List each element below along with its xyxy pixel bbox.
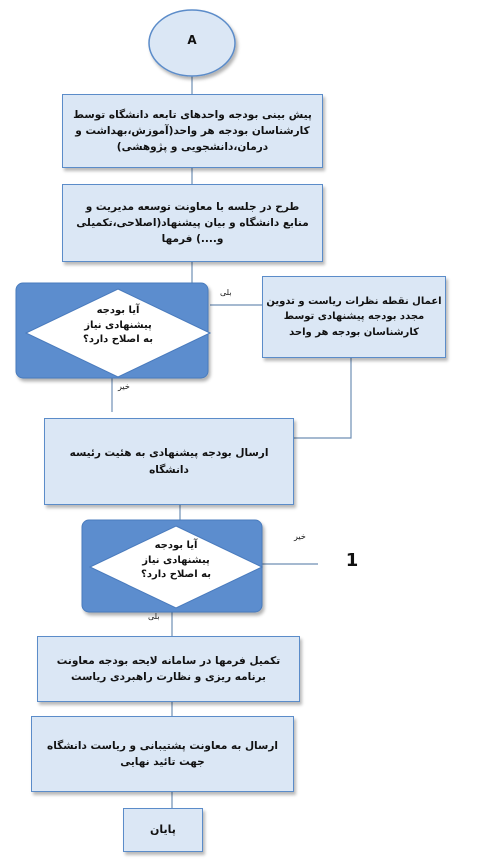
process-revise-budget-text: اعمال نقطه نظرات ریاست و تدوین مجدد بودجه پیشنهادی توسط کارشناسان بودجه هر واحد bbox=[266, 295, 442, 338]
offpage-connector-1: 1 bbox=[345, 550, 359, 571]
process-final-approval bbox=[31, 716, 294, 792]
decision-1-text: آیا بودجه پیشنهادی نیاز به اصلاح دارد؟ bbox=[83, 305, 153, 345]
no-label-1: خیر bbox=[118, 382, 130, 391]
process-meeting-review bbox=[62, 184, 323, 262]
end-terminal-text: پایان bbox=[150, 823, 176, 837]
yes-label-1: بلی bbox=[220, 288, 232, 297]
process-revise-budget bbox=[262, 276, 446, 358]
process-estimate-budget bbox=[62, 94, 323, 168]
decision-2-text: آیا بودجه پیشنهادی نیاز به اصلاح دارد؟ bbox=[141, 540, 211, 580]
process-meeting-review-text: طرح در جلسه با معاونت توسعه مدیریت و منابع دانشگاه و بیان پیشنهاد(اصلاحی،تکمیلی و....) فرمها bbox=[76, 200, 309, 246]
end-terminal bbox=[123, 808, 203, 852]
process-send-board-text: ارسال بودجه پیشنهادی به هئیت رئیسه دانشگاه bbox=[69, 447, 269, 476]
process-final-approval-text: ارسال به معاونت پشتیبانی و ریاست دانشگاه جهت تائید نهایی bbox=[47, 739, 278, 768]
no-label-2: خیر bbox=[294, 532, 306, 541]
start-connector-label: A bbox=[187, 33, 197, 47]
process-complete-forms bbox=[37, 636, 300, 702]
yes-label-2: بلی bbox=[148, 612, 160, 621]
process-complete-forms-text: تکمیل فرمها در سامانه لایحه بودجه معاونت برنامه ریزی و نظارت راهبردی ریاست bbox=[56, 654, 281, 683]
process-estimate-budget-text: پیش بینی بودجه واحدهای تابعه دانشگاه توسط کارشناسان بودجه هر واحد(آموزش،بهداشت و درمان،دانشجویی و پژوهشی) bbox=[73, 108, 312, 154]
process-send-board bbox=[44, 418, 294, 505]
